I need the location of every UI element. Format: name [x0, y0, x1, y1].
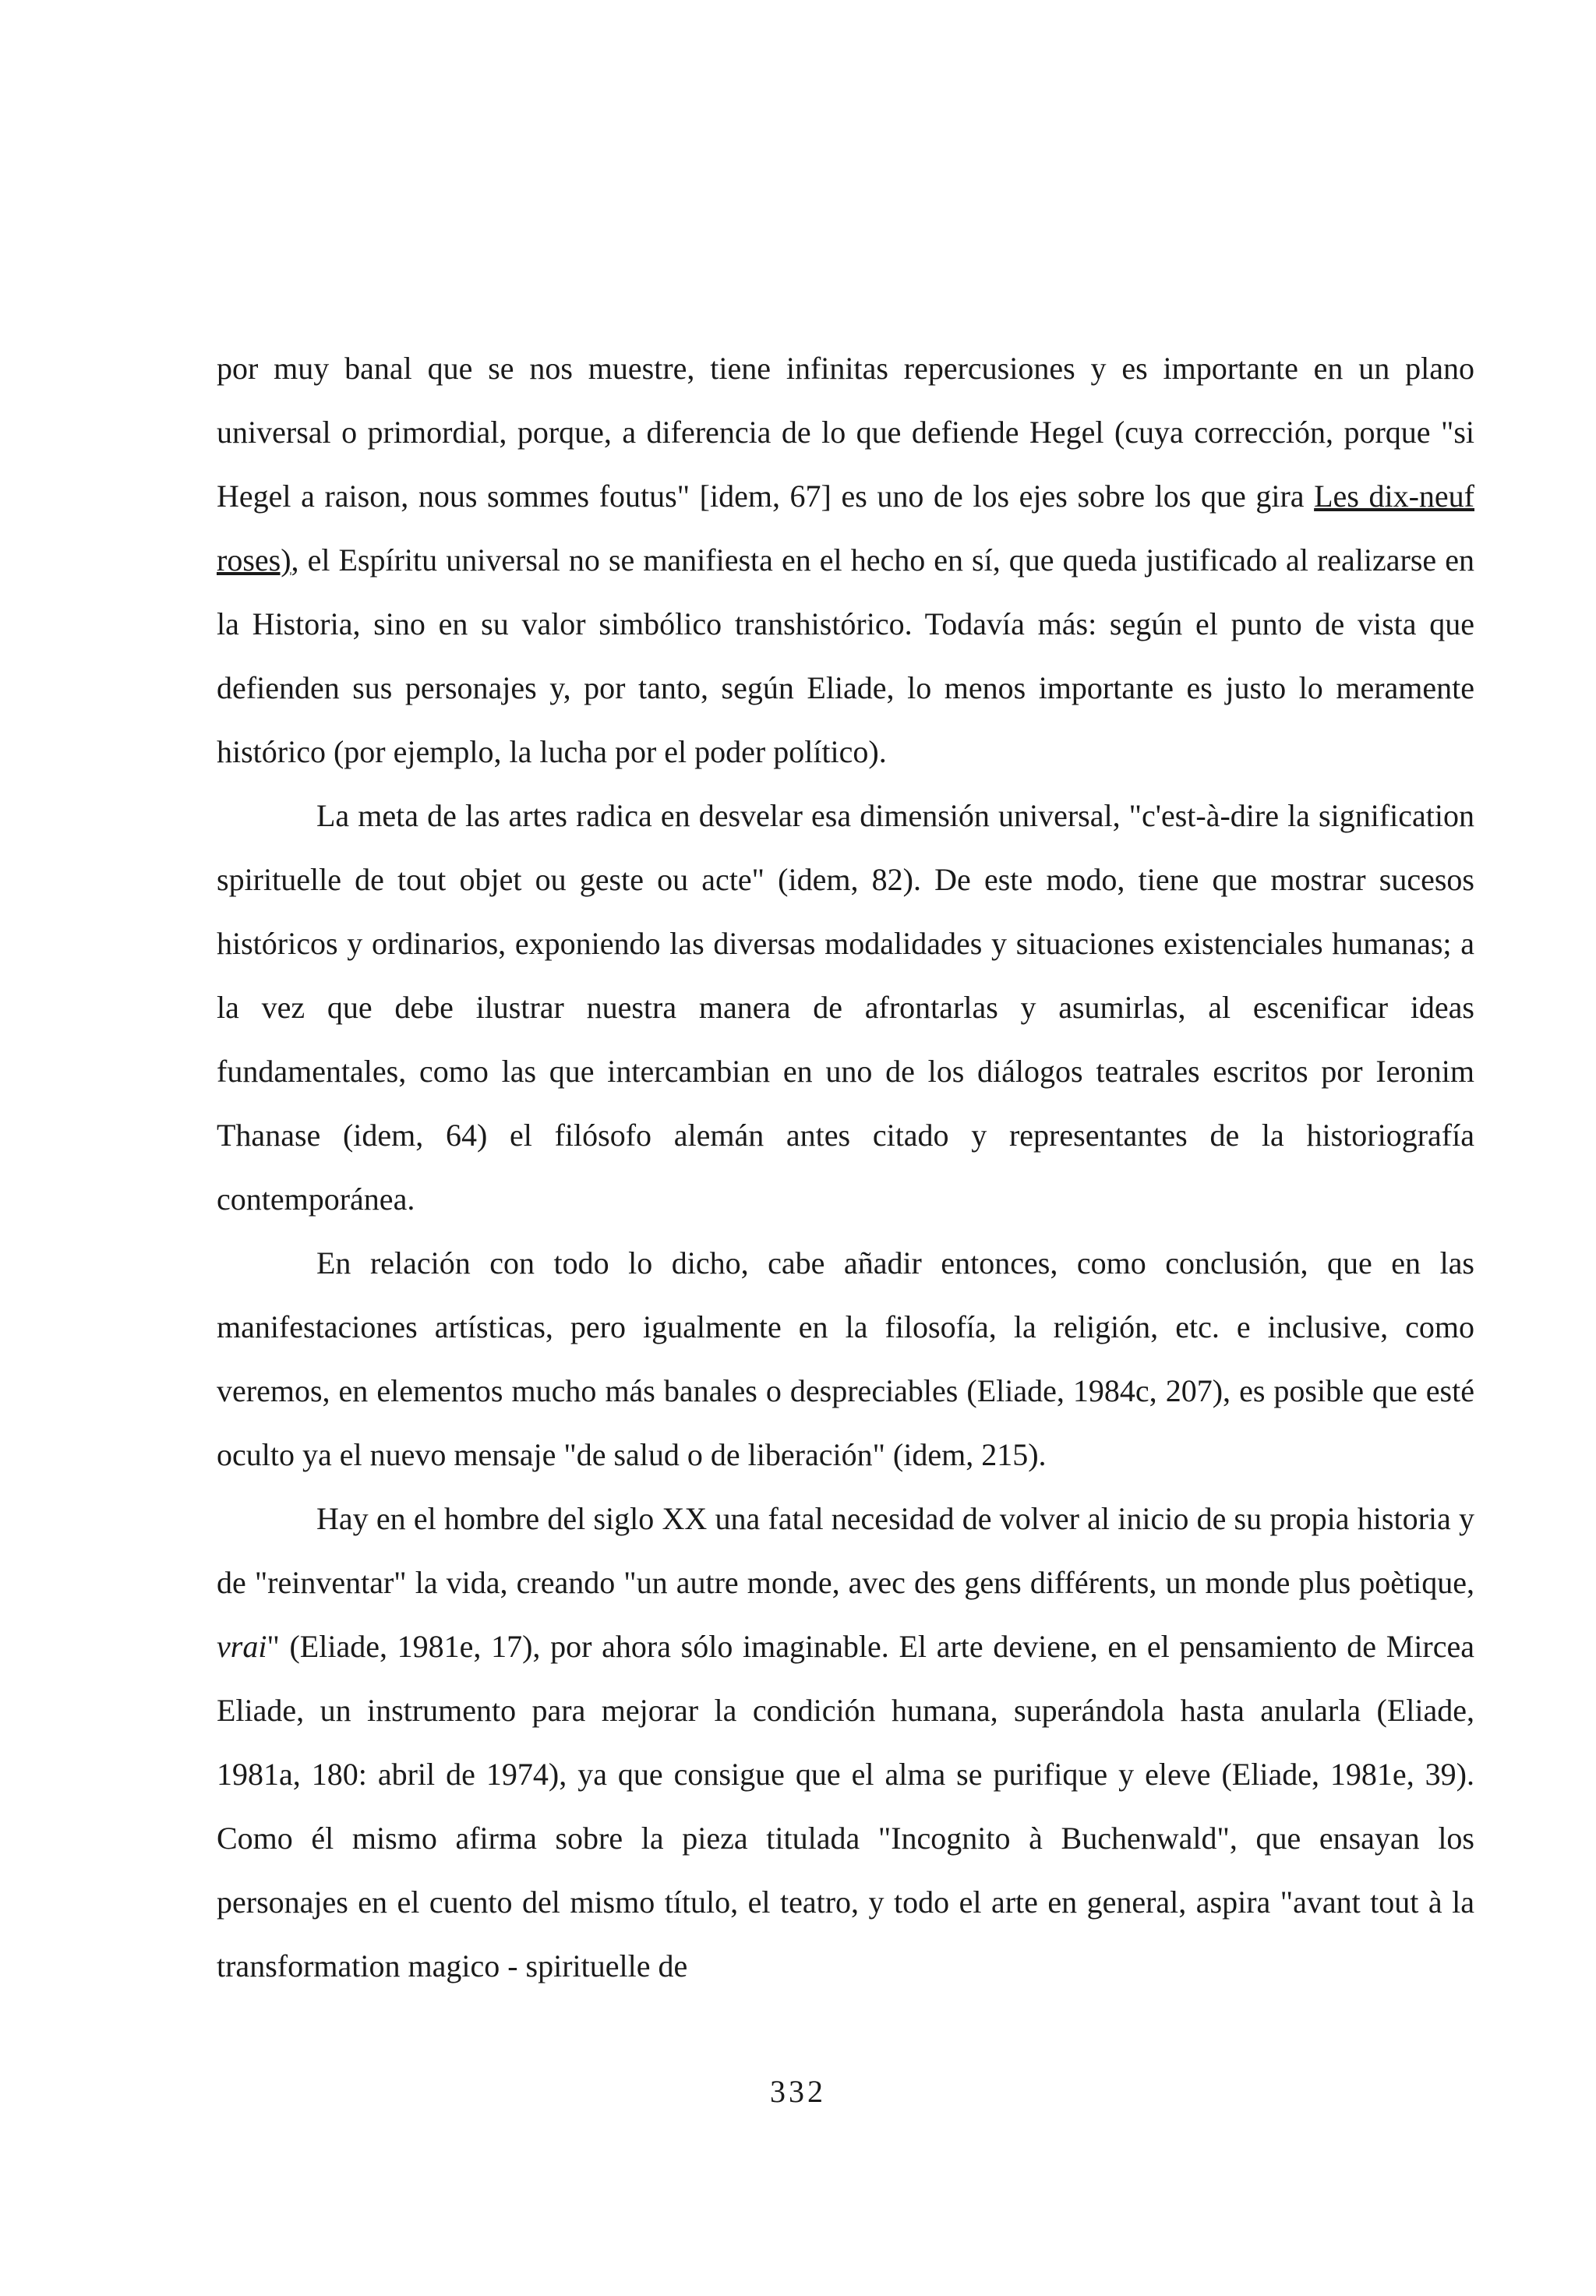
paragraph-4-text-a: Hay en el hombre del siglo XX una fatal necesidad de volver al inicio de su propia historia y de "reinventar" la vida, creando "un autre monde, avec des gens différents, un monde plus poètique,: [217, 1501, 1474, 1600]
paragraph-3: [217, 1231, 1474, 1487]
paragraph-1-text-a: por muy banal que se nos muestre, tiene infinitas repercusiones y es importante en un plano universal o primordial, porque, a diferencia de lo que defiende Hegel (cuya corrección, porque "si Hegel a raison, nous sommes foutus" [idem, 67] es uno de los ejes sobre los que gira: [217, 351, 1474, 514]
paragraph-1: [217, 337, 1474, 784]
paragraph-2: [217, 784, 1474, 1231]
italic-word-vrai: vrai: [217, 1629, 267, 1664]
page-number: 332: [770, 2074, 826, 2109]
paragraph-4: [217, 1487, 1474, 1998]
paragraph-3-text: En relación con todo lo dicho, cabe añadir entonces, como conclusión, que en las manifestaciones artísticas, pero igualmente en la filosofía, la religión, etc. e inclusive, como veremos, en elementos mucho más banales o despreciables (Eliade, 1984c, 207), es posible que esté oculto ya el nuevo mensaje "de salud o de liberación" (idem, 215).: [217, 1245, 1474, 1472]
paragraph-1-text-b: , el Espíritu universal no se manifiesta en el hecho en sí, que queda justificado al realizarse en la Historia, sino en su valor simbólico transhistórico. Todavía más: según el punto de vista que defienden sus personajes y, por tanto, según Eliade, lo menos importante es justo lo meramente histórico (por ejemplo, la lucha por el poder político).: [217, 542, 1474, 769]
paragraph-2-text: La meta de las artes radica en desvelar esa dimensión universal, "c'est-à-dire la signification spirituelle de tout objet ou geste ou acte" (idem, 82). De este modo, tiene que mostrar sucesos históricos y ordinarios, exponiendo las diversas modalidades y situaciones existenciales humanas; a la vez que debe ilustrar nuestra manera de afrontarlas y asumirlas, al escenificar ideas fundamentales, como las que intercambian en uno de los diálogos teatrales escritos por Ieronim Thanase (idem, 64) el filósofo alemán antes citado y representantes de la historiografía contemporánea.: [217, 798, 1474, 1217]
document-page: [217, 337, 1474, 1998]
paragraph-4-text-b: " (Eliade, 1981e, 17), por ahora sólo imaginable. El arte deviene, en el pensamiento de Mircea Eliade, un instrumento para mejorar la condición humana, superándola hasta anularla (Eliade, 1981a, 180: abril de 1974), ya que consigue que el alma se purifique y eleve (Eliade, 1981e, 39). Como él mismo afirma sobre la pieza titulada "Incognito à Buchenwald", que ensayan los personajes en el cuento del mismo título, el teatro, y todo el arte en general, aspira "avant tout à la transformation magico - spirituelle de: [217, 1629, 1474, 1983]
book-title-les-dix-neuf-roses: Les dix-neuf roses): [217, 479, 1474, 578]
